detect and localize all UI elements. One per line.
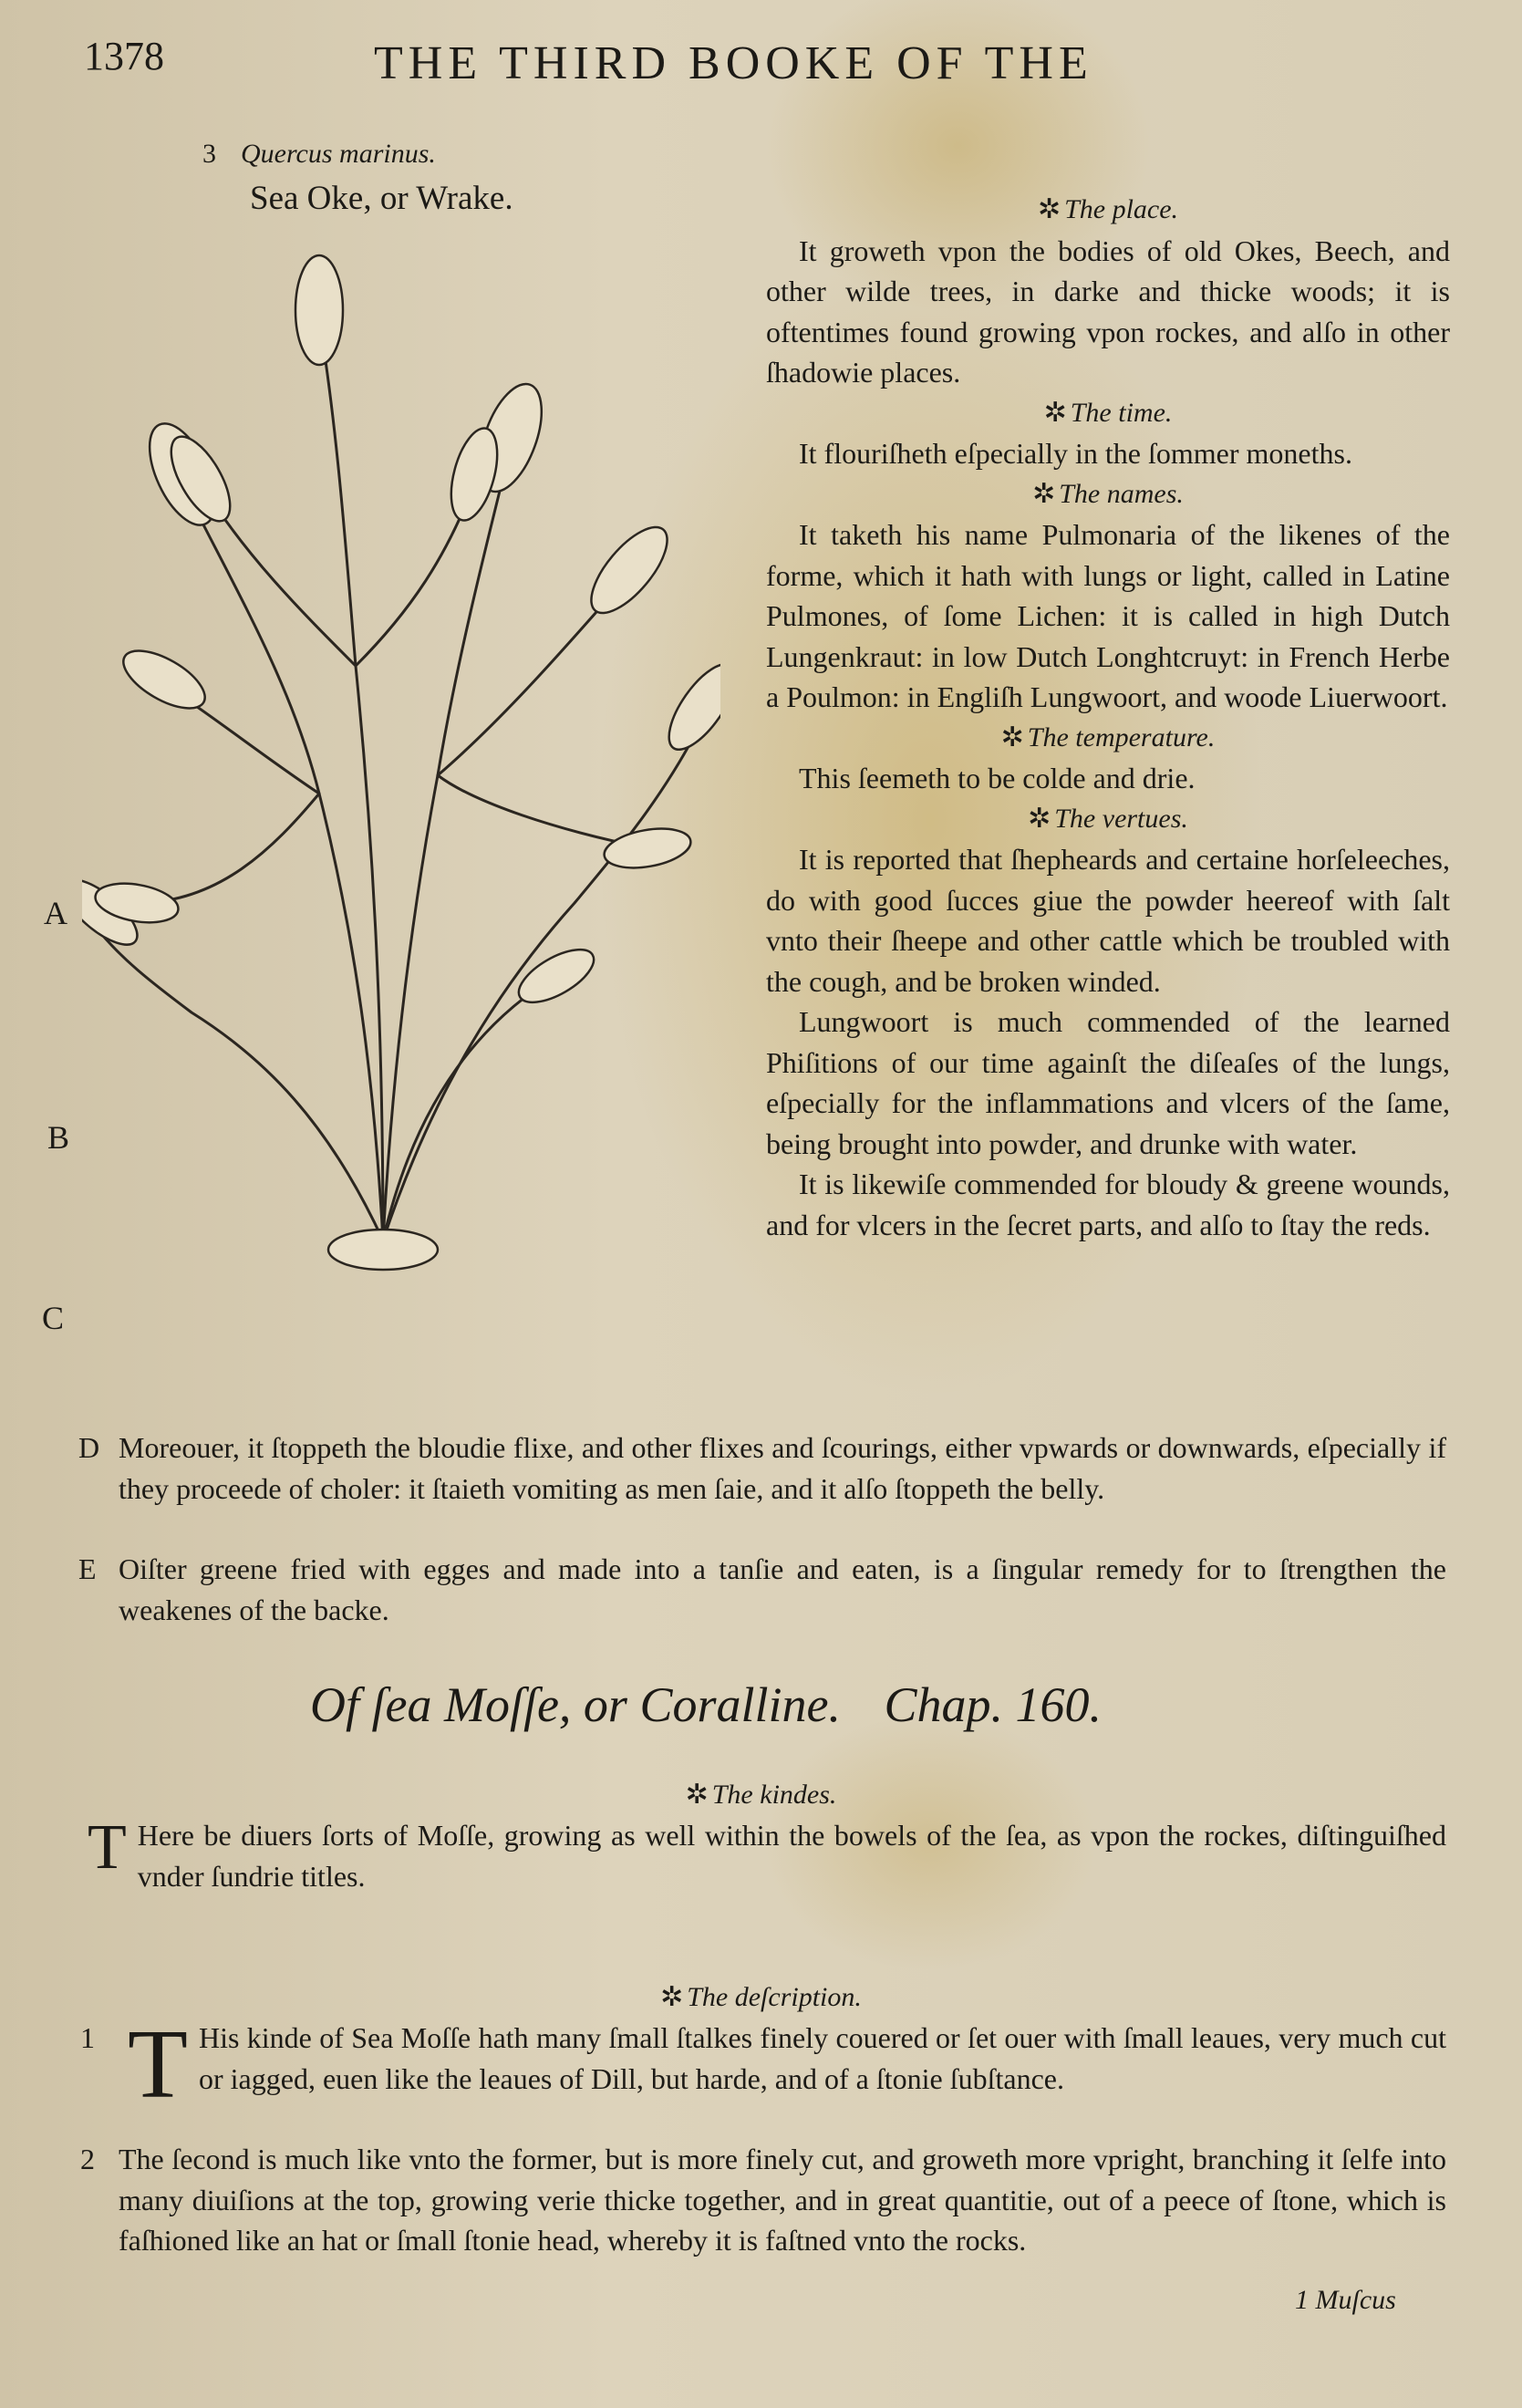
chapter-number: Chap. 160. (884, 1677, 1102, 1732)
section-head-description: ✲ The deſcription. (660, 1982, 862, 2012)
catchword: 1 Muſcus (1295, 2285, 1396, 2315)
paragraph-kindes-text: Here be diuers ſorts of Moſſe, growing as well within the bowels of the ſea, as vpon the rockes, diſtinguiſhed vnder ſundrie titles. (137, 1819, 1446, 1893)
right-column (766, 190, 1450, 1245)
paragraph-description-2-text: The ſecond is much like vnto the former, but is more finely cut, and groweth more vpright, branching it ſelfe into many diuiſions at the top, growing verie thicke together, and in great quantitie, out of a peece of ſtone, which is faſhioned like an hat or ſmall ſtonie head, whereby it is faſtned vnto the rocks. (119, 2143, 1446, 2257)
paragraph-description-1 (80, 2010, 1446, 2119)
section-head-temperature: ✲ The temperature. (1000, 721, 1216, 752)
section-head-kindes: ✲ The kindes. (685, 1780, 837, 1810)
section-head-time: ✲ The time. (1043, 397, 1173, 428)
chapter-heading (310, 1676, 1102, 1733)
paragraph-d (78, 1427, 1446, 1509)
page-number: 1378 (84, 34, 164, 78)
figure-english-name: Sea Oke, or Wrake. (250, 180, 513, 217)
item-number-1: 1 (80, 2021, 95, 2054)
section-head-place: ✲ The place. (1037, 194, 1179, 224)
paragraph-kindes (88, 1812, 1446, 1896)
dropcap-description: T (128, 2010, 188, 2119)
item-number-2: 2 (80, 2143, 95, 2175)
paragraph-e (78, 1549, 1446, 1630)
section-text-temperature: This ſeemeth to be colde and drie. (799, 762, 1196, 794)
section-text-vertues-b: Lungwoort is much commended of the learned Phiſitions of our time againſt the diſeaſes of the lungs, eſpecially for the inflammations and vlcers of the ſame, being brought into powder, and drunke with water. (766, 1005, 1450, 1160)
margin-letter-c: C (42, 1300, 65, 1336)
dropcap-kindes: T (88, 1812, 127, 1883)
chapter-title: Of ſea Moſſe, or Coralline. (310, 1677, 841, 1732)
section-head-names: ✲ The names. (1032, 478, 1184, 509)
margin-letter-d: D (78, 1431, 100, 1464)
margin-letter-e: E (78, 1552, 97, 1585)
figure-number: 3 (202, 139, 216, 169)
section-text-vertues-c: It is likewiſe commended for bloudy & greene wounds, and for vlcers in the ſecret parts, and alſo to ſtay the reds. (766, 1168, 1450, 1241)
section-head-vertues: ✲ The vertues. (1028, 803, 1188, 834)
running-head: THE THIRD BOOKE OF THE (374, 37, 1093, 89)
paragraph-e-text: Oiſter greene fried with egges and made into a tanſie and eaten, is a ſingular remedy for to ſtrengthen the weakenes of the backe. (119, 1552, 1446, 1626)
section-text-place: It groweth vpon the bodies of old Okes, Beech, and other wilde trees, in darke and thicke woods; it is oftentimes found growing vpon rockes, and alſo in other ſhadowie places. (766, 234, 1450, 389)
section-text-vertues-a: It is reported that ſhepheards and certaine horſeleeches, do with good ſucces giue the powder heereof with ſalt vnto their ſheepe and other cattle which be troubled with the cough, and be broken winded. (766, 843, 1450, 998)
figure-latin-name: Quercus marinus. (241, 139, 436, 169)
paragraph-description-2 (80, 2139, 1446, 2261)
margin-letter-a: A (44, 895, 67, 931)
paragraph-d-text: Moreouer, it ſtoppeth the bloudie flixe, and other flixes and ſcourings, either vpwards or downwards, eſpecially if they proceede of choler: it ſtaieth vomiting as men ſaie, and it alſo ſtoppeth the belly. (119, 1431, 1446, 1505)
section-text-names: It taketh his name Pulmonaria of the likenes of the forme, which it hath with lungs or light, called in Latine Pulmones, of ſome Lichen: it is called in high Dutch Lungenkraut: in low Dutch Longhtcruyt: in French Herbe a Poulmon: in Engliſh Lungwoort, and woode Liuerwoort. (766, 518, 1450, 713)
seaweed-woodcut-icon (82, 210, 720, 1286)
margin-letter-b: B (47, 1119, 70, 1156)
paragraph-description-1-text: His kinde of Sea Moſſe hath many ſmall ſtalkes finely couered or ſet ouer with ſmall leaues, very much cut or iagged, euen like the leaues of Dill, but harde, and of a ſtonie ſubſtance. (198, 2021, 1446, 2095)
section-text-time: It flouriſheth eſpecially in the ſommer moneths. (799, 437, 1352, 470)
